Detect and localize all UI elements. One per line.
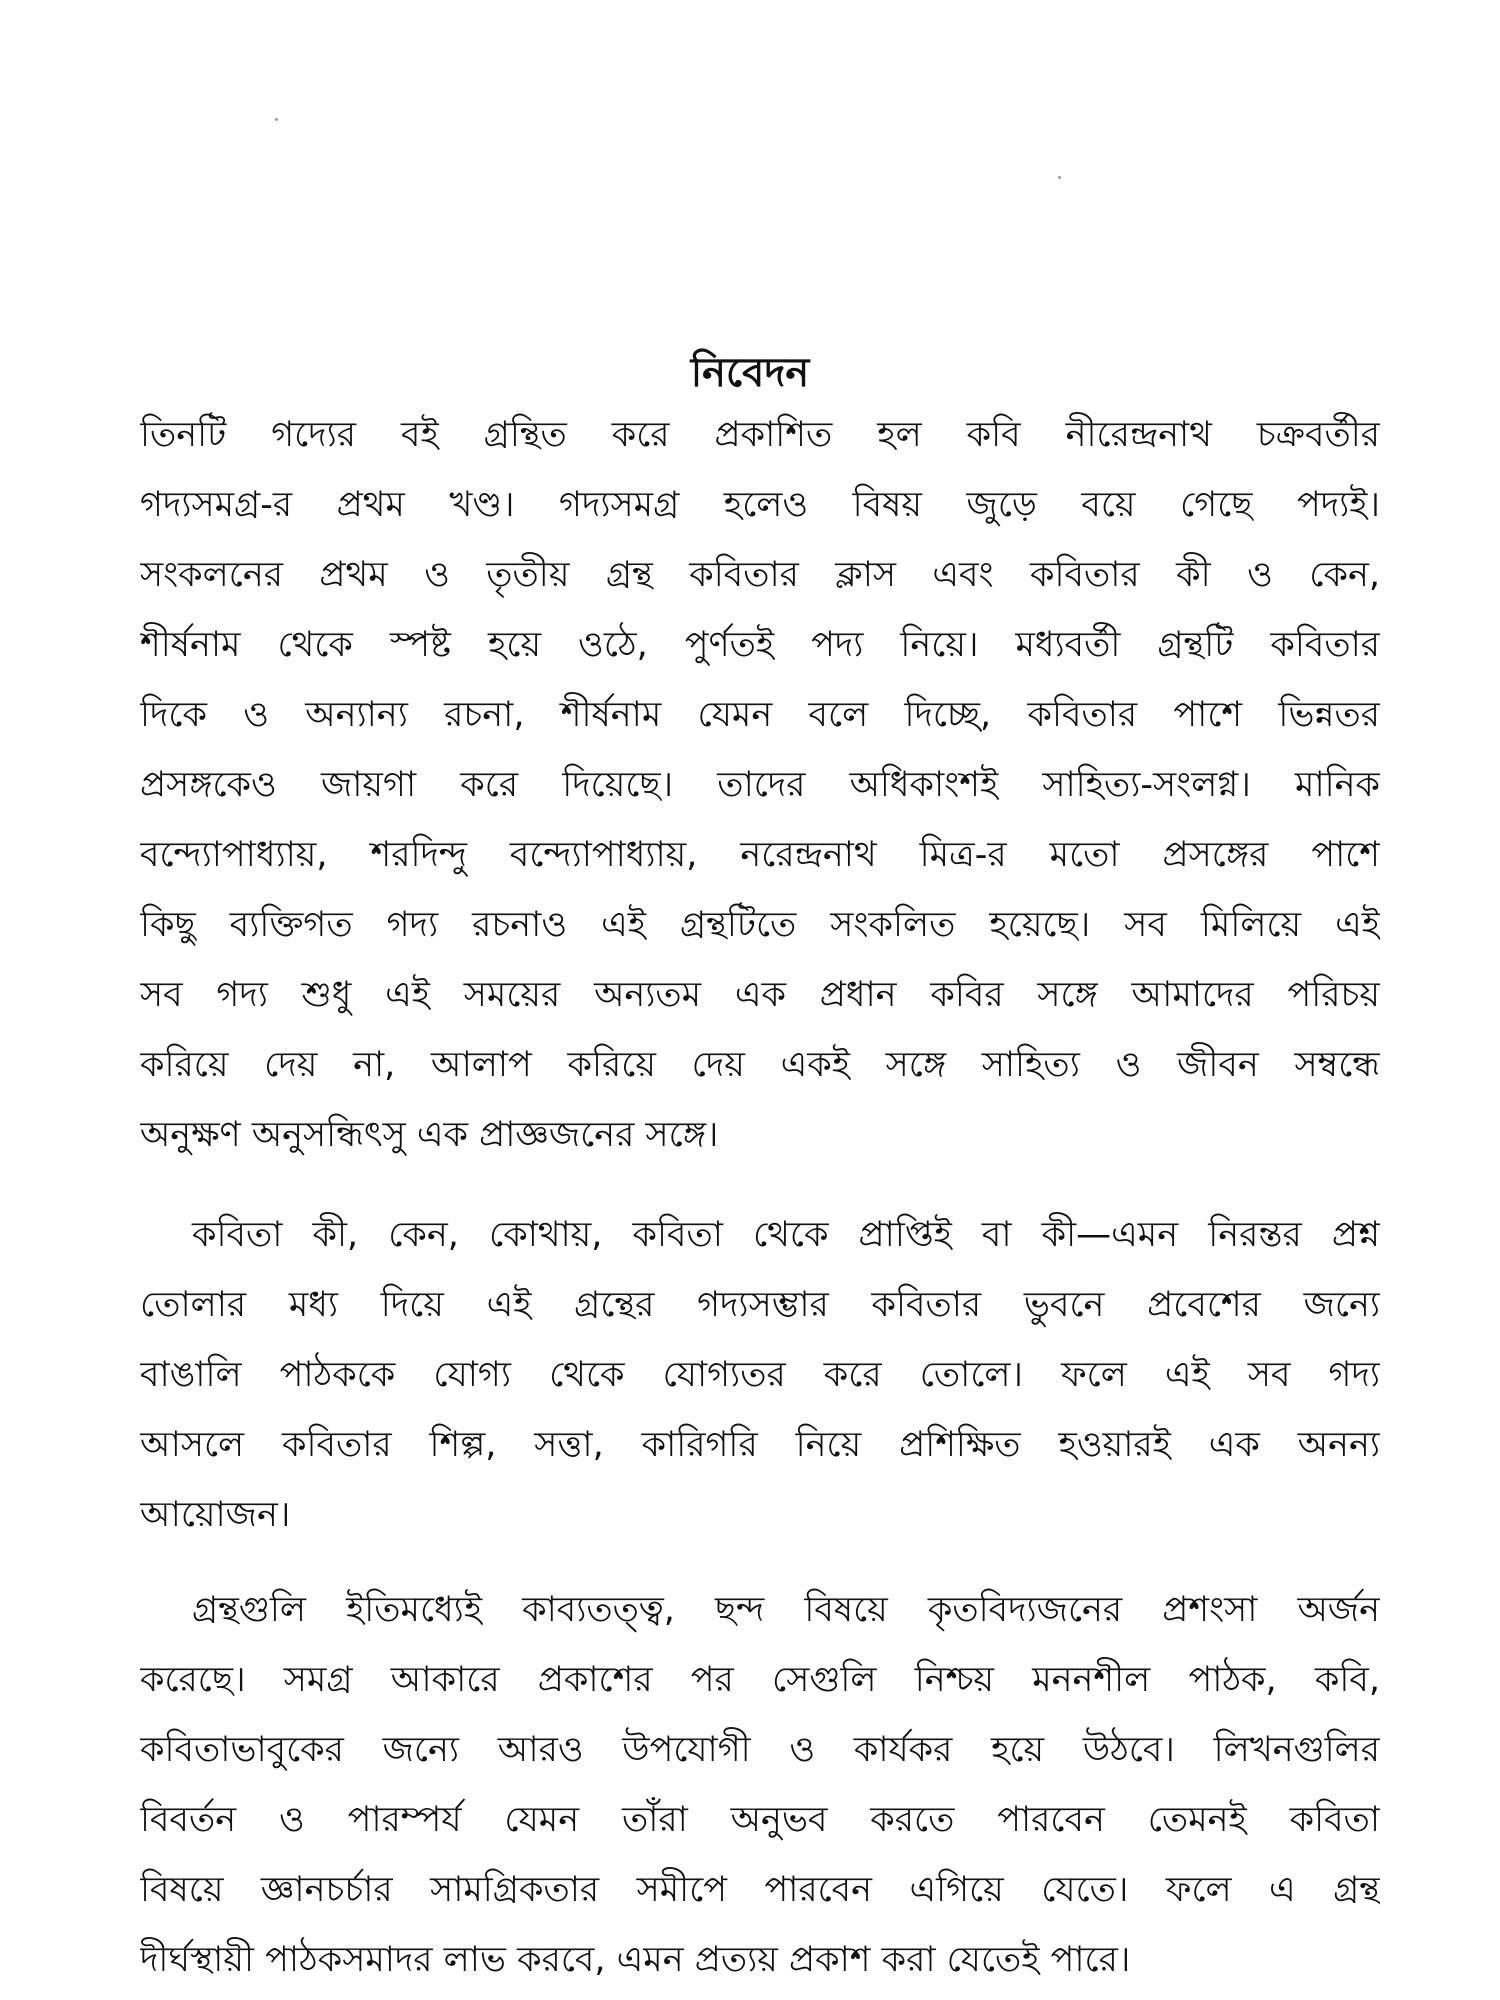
text-line: তোলার মধ্য দিয়ে এই গ্রন্থের গদ্যসম্ভার কবিতার ভুবনে প্রবেশের জন্যে xyxy=(140,1285,1380,1325)
text-line: সব গদ্য শুধু এই সময়ের অন্যতম এক প্রধান কবির সঙ্গে আমাদের পরিচয় xyxy=(140,975,1380,1015)
text-line: বাঙালি পাঠককে যোগ্য থেকে যোগ্যতর করে তোলে। ফলে এই সব গদ্য xyxy=(140,1355,1380,1395)
text-line: বিবর্তন ও পারম্পর্য যেমন তাঁরা অনুভব করতে পারবেন তেমনই কবিতা xyxy=(140,1800,1380,1840)
text-line: করিয়ে দেয় না, আলাপ করিয়ে দেয় একই সঙ্গে সাহিত্য ও জীবন সম্বন্ধে xyxy=(140,1045,1380,1085)
text-line: বন্দ্যোপাধ্যায়, শরদিন্দু বন্দ্যোপাধ্যায়, নরেন্দ্রনাথ মিত্র-র মতো প্রসঙ্গের পাশে xyxy=(140,835,1380,875)
text-line: কবিতাভাবুকের জন্যে আরও উপযোগী ও কার্যকর হয়ে উঠবে। লিখনগুলির xyxy=(140,1730,1380,1770)
paragraph-2 xyxy=(140,1200,1380,1550)
text-line: কবিতা কী, কেন, কোথায়, কবিতা থেকে প্রাপ্তিই বা কী—এমন নিরন্তর প্রশ্ন xyxy=(192,1215,1380,1255)
text-line: করেছে। সমগ্র আকারে প্রকাশের পর সেগুলি নিশ্চয় মননশীল পাঠক, কবি, xyxy=(140,1660,1380,1700)
paragraph-3 xyxy=(140,1575,1380,1995)
text-line: দীর্ঘস্থায়ী পাঠকসমাদর লাভ করবে, এমন প্রত্যয় প্রকাশ করা যেতেই পারে। xyxy=(140,1940,1131,1980)
scan-speck xyxy=(1058,176,1061,179)
paragraph-1 xyxy=(140,400,1380,1170)
scan-speck xyxy=(275,118,278,121)
text-line: অনুক্ষণ অনুসন্ধিৎসু এক প্রাজ্ঞজনের সঙ্গে। xyxy=(140,1115,719,1155)
text-line: গদ্যসমগ্র-র প্রথম খণ্ড। গদ্যসমগ্র হলেও বিষয় জুড়ে বয়ে গেছে পদ্যই। xyxy=(140,485,1380,525)
text-line: তিনটি গদ্যের বই গ্রন্থিত করে প্রকাশিত হল কবি নীরেন্দ্রনাথ চক্রবর্তীর xyxy=(140,415,1380,455)
document-body xyxy=(140,400,1380,1995)
text-line: দিকে ও অন্যান্য রচনা, শীর্ষনাম যেমন বলে দিচ্ছে, কবিতার পাশে ভিন্নতর xyxy=(140,695,1380,735)
text-line: বিষয়ে জ্ঞানচর্চার সামগ্রিকতার সমীপে পারবেন এগিয়ে যেতে। ফলে এ গ্রন্থ xyxy=(140,1870,1380,1910)
text-line: আয়োজন। xyxy=(140,1495,291,1535)
page-title: নিবেদন xyxy=(690,349,810,396)
text-line: কিছু ব্যক্তিগত গদ্য রচনাও এই গ্রন্থটিতে সংকলিত হয়েছে। সব মিলিয়ে এই xyxy=(140,905,1380,945)
text-line: শীর্ষনাম থেকে স্পষ্ট হয়ে ওঠে, পুর্ণতই পদ্য নিয়ে। মধ্যবর্তী গ্রন্থটি কবিতার xyxy=(140,625,1380,665)
text-line: গ্রন্থগুলি ইতিমধ্যেই কাব্যতত্ত্ব, ছন্দ বিষয়ে কৃতবিদ্যজনের প্রশংসা অর্জন xyxy=(192,1590,1380,1630)
text-line: প্রসঙ্গকেও জায়গা করে দিয়েছে। তাদের অধিকাংশই সাহিত্য-সংলগ্ন। মানিক xyxy=(140,765,1380,805)
text-line: আসলে কবিতার শিল্প, সত্তা, কারিগরি নিয়ে প্রশিক্ষিত হওয়ারই এক অনন্য xyxy=(140,1425,1380,1465)
text-line: সংকলনের প্রথম ও তৃতীয় গ্রন্থ কবিতার ক্লাস এবং কবিতার কী ও কেন, xyxy=(140,555,1380,595)
